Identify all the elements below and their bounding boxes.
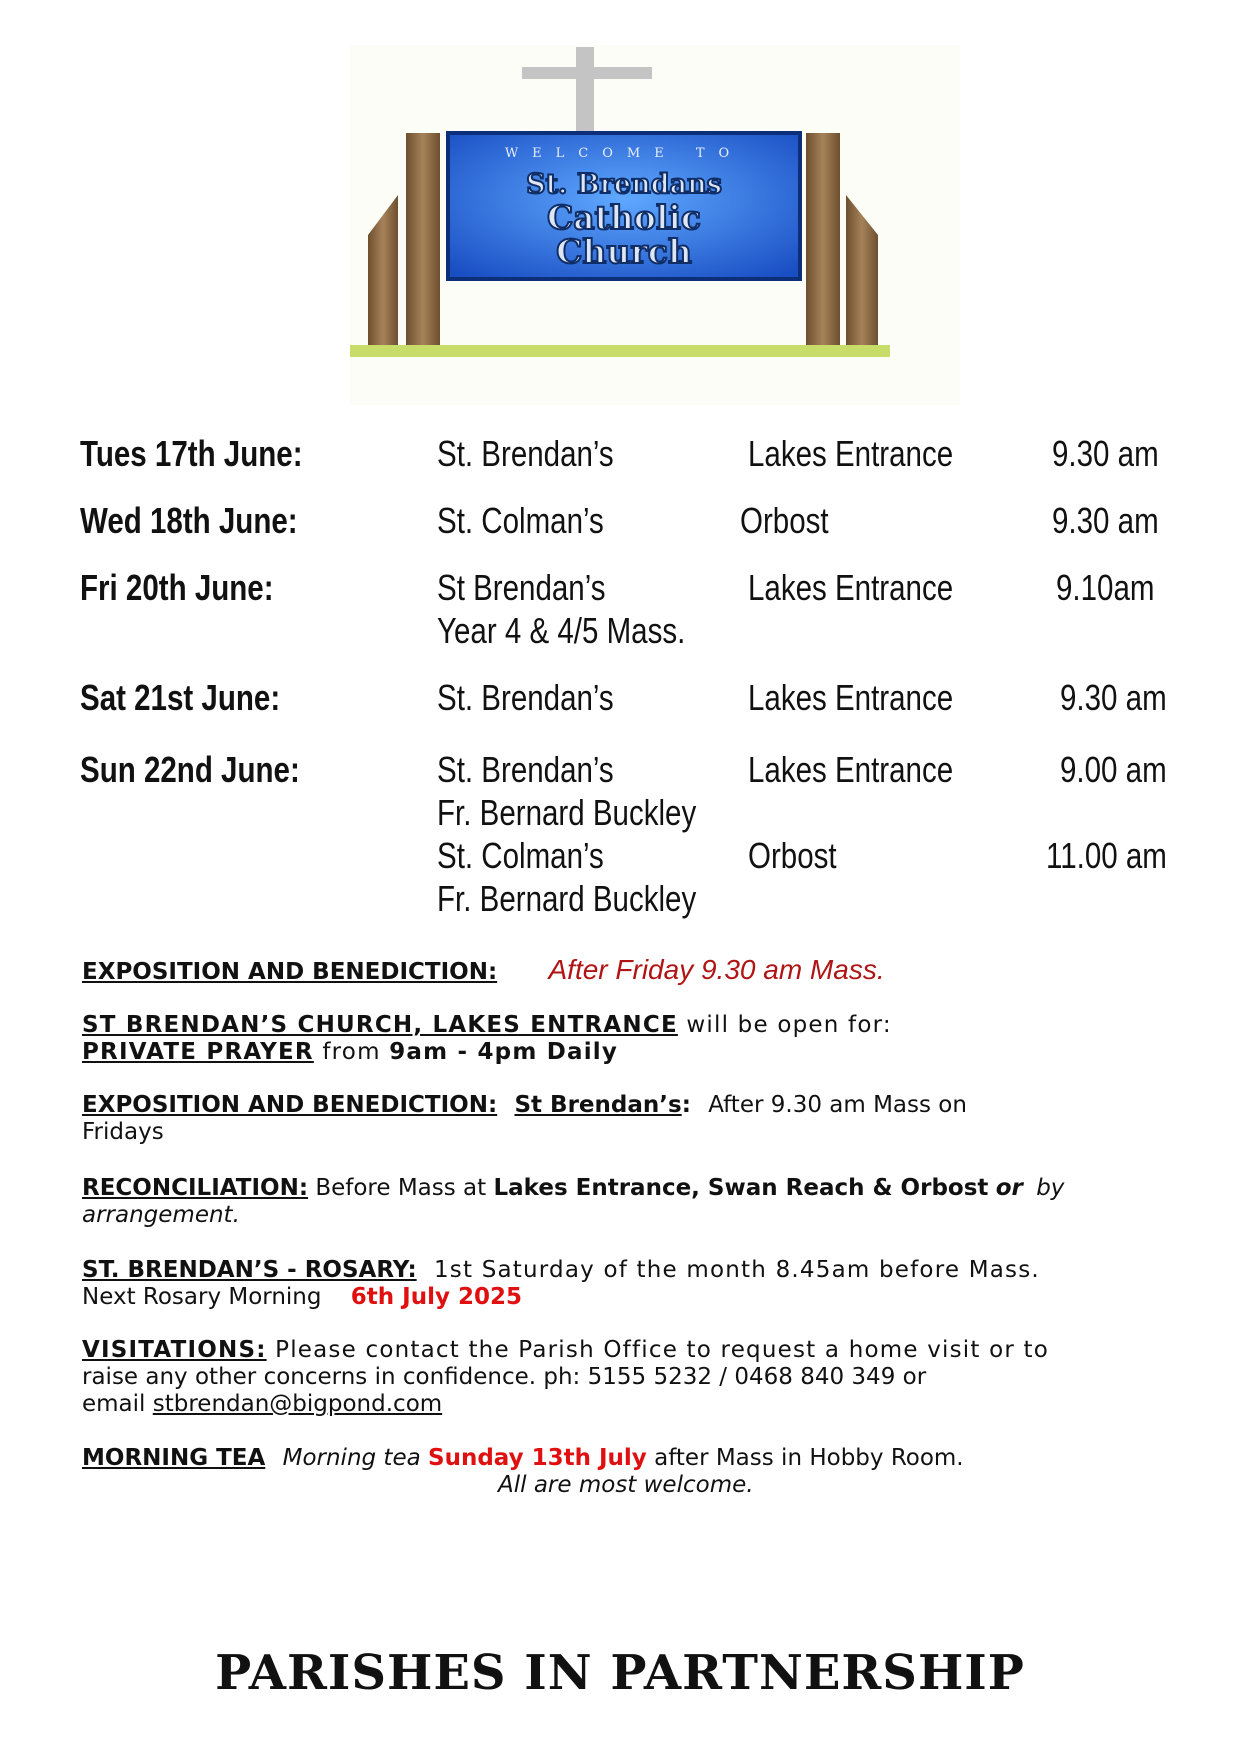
private-prayer-from: from (322, 1039, 381, 1065)
morning-tea-notice (82, 1445, 964, 1472)
schedule-day-4: Sat 21st June: (80, 677, 281, 718)
cross-icon (576, 47, 594, 137)
schedule-priest: Fr. Bernard Buckley (437, 878, 697, 919)
schedule-note: Year 4 & 4/5 Mass. (437, 610, 686, 651)
expo-notice-2: EXPOSITION AND BENEDICTION: St Brendan’s: After 9.30 am Mass on (82, 1092, 967, 1118)
reconciliation-arrangement: arrangement. (82, 1202, 240, 1228)
schedule-place: Lakes Entrance (748, 433, 954, 474)
schedule-time: 11.00 am (1046, 835, 1167, 876)
morning-tea-date: Sunday 13th July (428, 1445, 647, 1471)
rosary-heading: ST. BRENDAN’S - ROSARY: (82, 1257, 417, 1283)
schedule-church: St. Brendan’s (437, 677, 614, 718)
morning-tea-italic: Morning tea (282, 1445, 421, 1471)
reconciliation-or: or (995, 1175, 1023, 1201)
schedule-time: 9.10am (1056, 567, 1155, 608)
reconciliation-places: Lakes Entrance, Swan Reach & Orbost (493, 1175, 989, 1201)
morning-tea-heading: MORNING TEA (82, 1445, 266, 1471)
morning-tea-text: after Mass in Hobby Room. (654, 1445, 964, 1471)
expo-text: After Friday 9.30 am Mass. (548, 954, 885, 985)
expo2-text-line2: Fridays (82, 1119, 164, 1145)
schedule-place: Orbost (748, 835, 837, 876)
sign-line1: St. Brendans (526, 169, 722, 200)
schedule-time: 9.30 am (1052, 500, 1159, 541)
expo2-heading: EXPOSITION AND BENEDICTION: (82, 1092, 498, 1118)
schedule-place: Lakes Entrance (748, 749, 954, 790)
church-sign-illustration (350, 45, 960, 405)
schedule-place: Lakes Entrance (748, 677, 954, 718)
morning-tea-welcome: All are most welcome. (498, 1472, 754, 1498)
expo2-text: After 9.30 am Mass on (708, 1092, 967, 1118)
reconciliation-heading: RECONCILIATION: (82, 1175, 309, 1201)
private-prayer-hours: 9am - 4pm Daily (389, 1039, 619, 1065)
left-post (406, 133, 440, 355)
visitations-heading: VISITATIONS: (82, 1337, 267, 1363)
private-prayer-heading: PRIVATE PRAYER (82, 1039, 314, 1065)
church-open-notice (82, 1012, 892, 1039)
church-open-heading: ST BRENDAN’S CHURCH, LAKES ENTRANCE (82, 1012, 678, 1038)
schedule-place: Orbost (740, 500, 829, 541)
expo-heading: EXPOSITION AND BENEDICTION: (82, 959, 498, 985)
email-link[interactable]: stbrendan@bigpond.com (152, 1391, 443, 1417)
right-post (806, 133, 840, 355)
footer-title: PARISHES IN PARTNERSHIP (215, 1645, 1025, 1701)
rosary-date: 6th July 2025 (350, 1284, 523, 1310)
grass-strip (350, 345, 890, 357)
reconciliation-text: Before Mass at (315, 1175, 487, 1201)
schedule-day-2: Wed 18th June: (80, 500, 298, 541)
schedule-time: 9.30 am (1060, 677, 1167, 718)
schedule-day-1: Tues 17th June: (80, 433, 303, 474)
visitations-text: Please contact the Parish Office to request a home visit or to (275, 1337, 1050, 1363)
schedule-church: St. Brendan’s (437, 749, 614, 790)
expo2-church: St Brendan’s (514, 1092, 682, 1118)
schedule-time: 9.30 am (1052, 433, 1159, 474)
church-open-text: will be open for: (686, 1012, 892, 1038)
schedule-priest: Fr. Bernard Buckley (437, 792, 697, 833)
email-label: email (82, 1391, 146, 1417)
schedule-place: Lakes Entrance (748, 567, 954, 608)
rosary-next (82, 1284, 522, 1311)
sign-welcome: WELCOME TO (504, 146, 744, 161)
schedule-church: St. Colman’s (437, 835, 604, 876)
schedule-time: 9.00 am (1060, 749, 1167, 790)
sign-line3: Church (556, 232, 692, 271)
private-prayer-notice (82, 1039, 618, 1066)
reconciliation-notice (82, 1175, 1064, 1202)
rosary-text: 1st Saturday of the month 8.45am before Mass. (433, 1257, 1040, 1283)
schedule-day-5: Sun 22nd June: (80, 749, 300, 790)
visitations-text-line2: raise any other concerns in confidence. ph: 5155 5232 / 0468 840 349 or (82, 1364, 927, 1390)
expo-notice-1 (82, 956, 885, 986)
rosary-next-label: Next Rosary Morning (82, 1284, 322, 1310)
reconciliation-by: by (1036, 1175, 1065, 1201)
schedule-church: St. Colman’s (437, 500, 604, 541)
sign-line2: Catholic (546, 198, 702, 237)
rosary-notice (82, 1257, 1040, 1284)
schedule-church: St. Brendan’s (437, 433, 614, 474)
schedule-day-3: Fri 20th June: (80, 567, 274, 608)
visitations-notice (82, 1337, 1049, 1364)
visitations-email-line (82, 1391, 442, 1418)
schedule-church: St Brendan’s (437, 567, 606, 608)
